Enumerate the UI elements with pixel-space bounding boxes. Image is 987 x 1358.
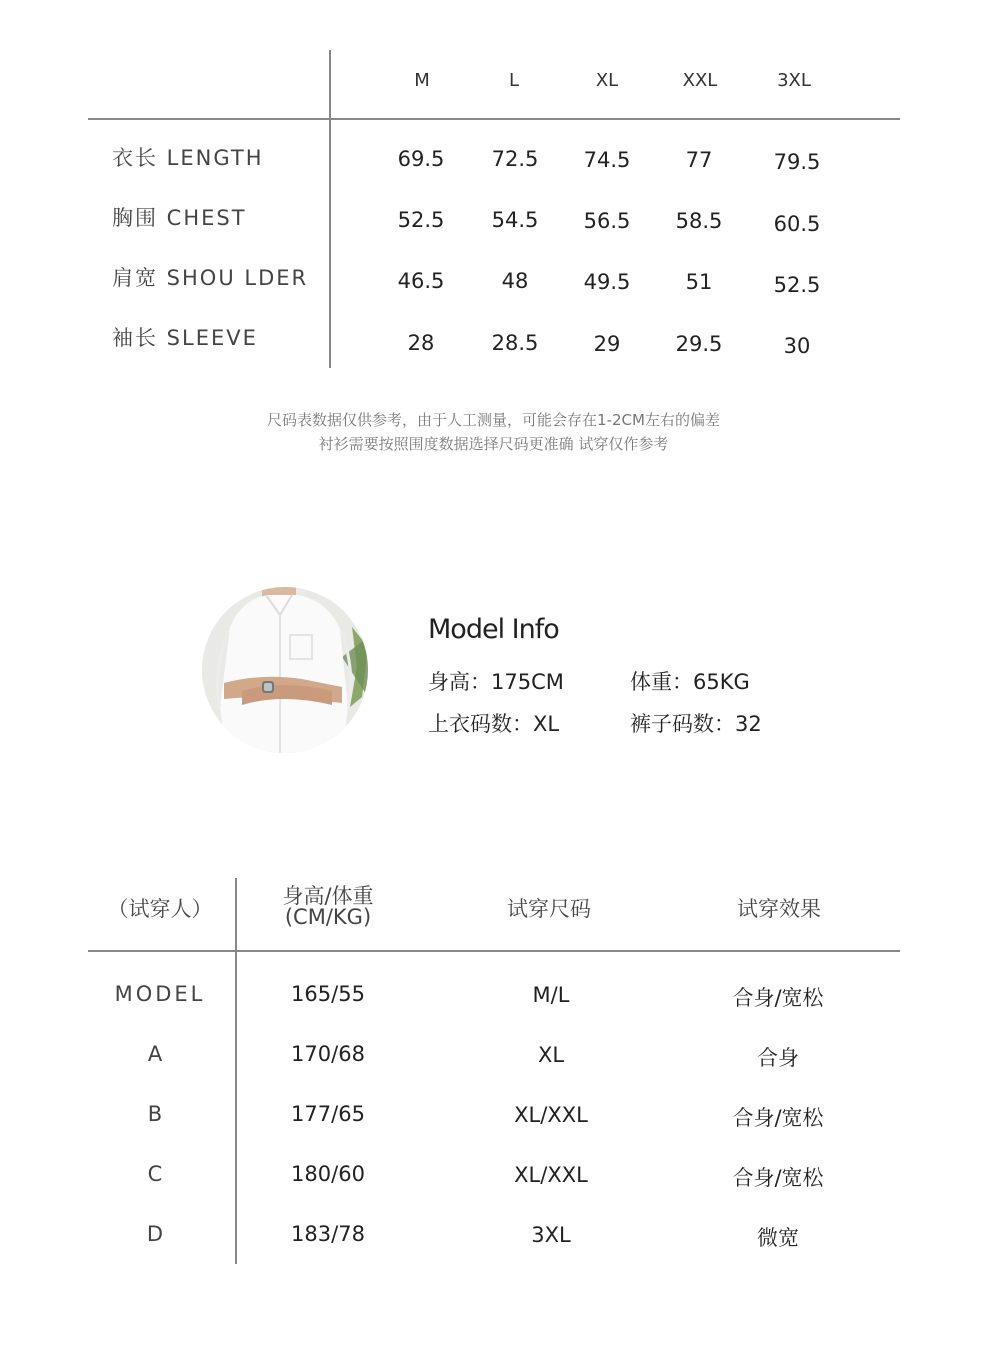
cell-length-l: 72.5 (491, 147, 539, 171)
model-weight: 体重：65KG (630, 670, 750, 694)
cell-sleeve-l: 28.5 (491, 331, 539, 355)
fit-row-1-name: A (147, 1042, 163, 1066)
model-info-title: Model Info (428, 614, 559, 645)
row-label-length: 衣长 LENGTH (112, 146, 264, 170)
fit-row-3-name: C (147, 1162, 163, 1186)
fit-row-4-hw: 183/78 (291, 1222, 365, 1246)
cell-length-xxl: 77 (685, 148, 713, 172)
fit-row-4-name: D (146, 1222, 164, 1246)
fit-header-size: 试穿尺码 (507, 897, 591, 921)
fit-row-1-effect: 合身 (757, 1046, 799, 1070)
size-header-l: L (508, 70, 520, 91)
cell-length-xl: 74.5 (583, 148, 631, 172)
measurement-note-line1: 尺码表数据仅供参考，由于人工测量，可能会存在1-2CM左右的偏差 (267, 411, 720, 429)
cell-shoulder-xxl: 51 (685, 270, 713, 294)
size-header-m: M (414, 70, 430, 91)
row-label-sleeve: 袖长 SLEEVE (112, 326, 258, 350)
fit-row-4-size: 3XL (531, 1223, 571, 1247)
fit-table-divider-vertical (235, 878, 237, 1264)
cell-length-m: 69.5 (397, 147, 445, 171)
fit-row-3-size: XL/XXL (514, 1163, 588, 1187)
model-height: 身高：175CM (428, 670, 564, 694)
fit-header-tester: （试穿人） (107, 897, 213, 921)
cell-shoulder-l: 48 (501, 269, 529, 293)
fit-row-0-name: MODEL (114, 982, 206, 1006)
fit-row-3-effect: 合身/宽松 (732, 1166, 824, 1190)
cell-chest-xl: 56.5 (583, 209, 631, 233)
fit-table-divider-horizontal (88, 950, 900, 952)
cell-shoulder-xl: 49.5 (583, 270, 631, 294)
cell-sleeve-3xl: 30 (783, 334, 811, 358)
row-label-shoulder: 肩宽 SHOU LDER (112, 266, 309, 290)
size-table-divider-horizontal (88, 118, 900, 120)
fit-row-0-hw: 165/55 (291, 982, 365, 1006)
model-pants-size: 裤子码数：32 (630, 712, 762, 736)
fit-row-2-effect: 合身/宽松 (732, 1106, 824, 1130)
fit-row-2-size: XL/XXL (514, 1103, 588, 1127)
fit-row-0-size: M/L (532, 983, 570, 1007)
model-photo-illustration (202, 587, 368, 753)
cell-sleeve-xxl: 29.5 (675, 332, 723, 356)
measurement-note-line2: 衬衫需要按照围度数据选择尺码更准确 试穿仅作参考 (318, 435, 669, 453)
cell-shoulder-3xl: 52.5 (773, 273, 821, 297)
cell-shoulder-m: 46.5 (397, 269, 445, 293)
row-label-chest: 胸围 CHEST (112, 206, 247, 230)
cell-chest-l: 54.5 (491, 208, 539, 232)
fit-header-height-weight: 身高/体重 (282, 884, 374, 908)
model-photo (202, 587, 368, 753)
fit-row-2-hw: 177/65 (291, 1102, 365, 1126)
fit-row-2-name: B (147, 1102, 163, 1126)
cell-chest-3xl: 60.5 (773, 212, 821, 236)
size-header-xl: XL (595, 70, 619, 91)
size-table-divider-vertical (329, 50, 331, 368)
cell-sleeve-xl: 29 (593, 332, 621, 356)
model-top-size: 上衣码数：XL (428, 712, 560, 736)
fit-row-3-hw: 180/60 (291, 1162, 365, 1186)
cell-chest-m: 52.5 (397, 208, 445, 232)
cell-sleeve-m: 28 (407, 331, 435, 355)
fit-row-1-hw: 170/68 (291, 1042, 365, 1066)
fit-row-0-effect: 合身/宽松 (732, 986, 824, 1010)
fit-row-4-effect: 微宽 (757, 1226, 799, 1250)
size-header-xxl: XXL (682, 70, 718, 91)
fit-row-1-size: XL (537, 1043, 565, 1067)
fit-header-height-weight-unit: (CM/KG) (284, 905, 372, 929)
fit-header-effect: 试穿效果 (737, 897, 821, 921)
cell-chest-xxl: 58.5 (675, 209, 723, 233)
cell-length-3xl: 79.5 (773, 150, 821, 174)
size-header-3xl: 3XL (777, 70, 811, 91)
